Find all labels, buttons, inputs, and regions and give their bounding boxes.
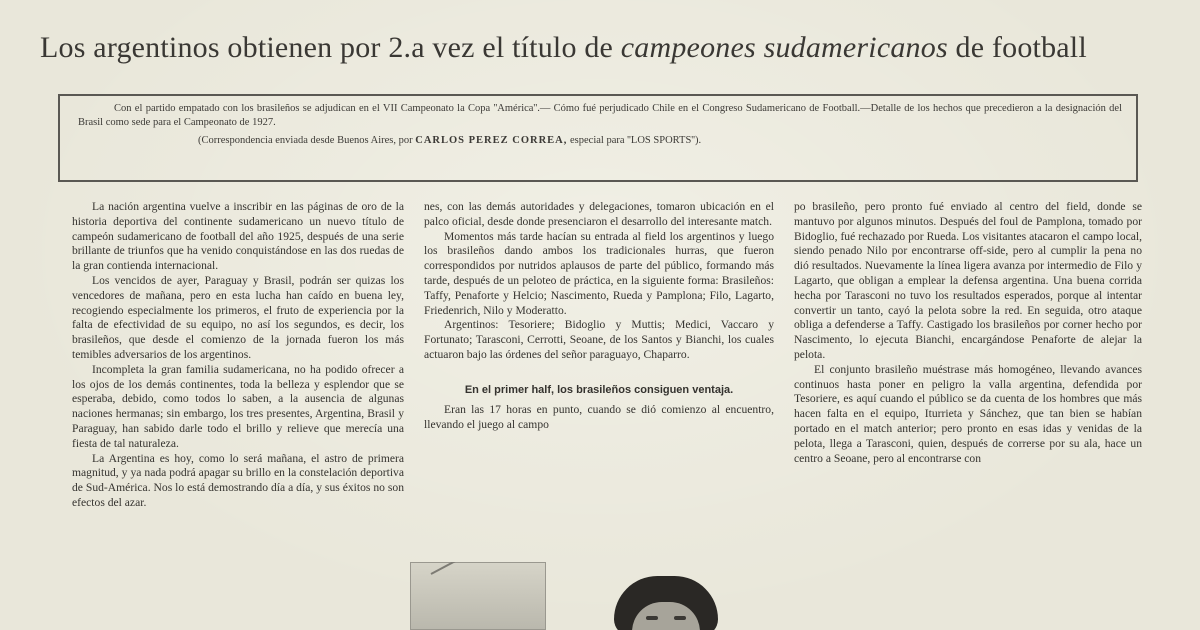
photo-left-panel bbox=[410, 562, 546, 630]
paragraph: nes, con las demás autoridades y delegaciones, tomaron ubicación en el palco oficial, desde donde presenciaron el desarrollo del interesante match. bbox=[424, 200, 774, 228]
article-column-1 bbox=[72, 200, 404, 630]
portrait-eye bbox=[674, 616, 686, 620]
headline bbox=[40, 24, 1160, 72]
paragraph: Momentos más tarde hacían su entrada al field los argentinos y luego los brasileños dando ambos los tradicionales hurras, que fueron correspondidos por nutridos aplausos de parte del público, formando más tarde, después de un peloteo de práctica, en la siguiente forma: Brasileños: Taffy, Penaforte y Helcio; Nascimento, Rueda y Pamplona; Filo, Lagarto, Friedenrich, Nilo y Moderatto. bbox=[424, 229, 774, 317]
article-column-3 bbox=[794, 200, 1142, 630]
paragraph: La Argentina es hoy, como lo será mañana, el astro de primera magnitud, y ya nada podrá apagar su brillo en la constelación deportiva de Sud-América. Nos lo está demostrando día a día, y sus éxitos no son efectos del azar. bbox=[72, 451, 404, 509]
photo-detail bbox=[431, 562, 511, 575]
paragraph: La nación argentina vuelve a inscribir en las páginas de oro de la historia deportiva del continente sudamericano un nuevo título de campeón sudamericano de football del año 1925, después de una serie brillante de triunfos que ha venido conquistándose en las dos ruedas de la gran contienda internacional. bbox=[72, 200, 404, 273]
deck-box bbox=[58, 94, 1138, 182]
article-photo bbox=[410, 562, 770, 630]
correspondence-prefix: (Correspondencia enviada desde Buenos Aires, por bbox=[198, 135, 413, 146]
paragraph: po brasileño, pero pronto fué enviado al centro del field, donde se mantuvo por algunos minutos. Después del foul de Pamplona, tomado por Bidoglio, fué rechazado por Rueda. Los visitantes atacaron el campo local, siendo penado Nilo por encontrarse off-side, pero al cumplir la pena no dió resultados. Nuevamente la línea ligera avanza por intermedio de Filo y Lagarto, que obligan a emplear la defensa argentina. Una buena corrida hecha por Tarasconi no tuvo los resultados esperados, porque al intentar convertir un tanto, cayó la pelota sobre la red. En seguida, otro ataque obliga a defenderse a Taffy. Castigado los brasileños por corner hecho por Nascimento, lo ejecuta Bianchi, encargándose Penaforte de alejar la pelota. bbox=[794, 200, 1142, 361]
correspondence-suffix: especial para ''LOS SPORTS''). bbox=[570, 135, 702, 146]
headline-part-2: campeones sudamericanos bbox=[620, 31, 948, 64]
deck-summary: Con el partido empatado con los brasileños se adjudican en el VII Campeonato la Copa ''América''.— Cómo fué perjudicado Chile en el Congreso Sudamericano de Football.—Detalle de los hechos que precedieron a la designación del Brasil como sede para el Campeonato de 1927. bbox=[78, 103, 1122, 128]
section-subhead: En el primer half, los brasileños consiguen ventaja. bbox=[464, 383, 734, 396]
portrait-figure bbox=[606, 568, 726, 630]
paragraph: Eran las 17 horas en punto, cuando se dió comienzo al encuentro, llevando el juego al campo bbox=[424, 402, 774, 431]
paragraph: Los vencidos de ayer, Paraguay y Brasil, podrán ser quizas los vencedores de mañana, pero en esta lucha han caído en buena ley, recogiendo especialmente los primeros, el fruto de experiencia por la falta de efectividad de su equipo, no así los segundos, es decir, los brasileños, que desde el comienzo de la jornada fueron los más temibles adversarios de los argentinos. bbox=[72, 273, 404, 361]
correspondence-line bbox=[78, 134, 1122, 148]
headline-part-1: Los argentinos obtienen por 2.a vez el título de bbox=[40, 31, 614, 64]
paragraph: Incompleta la gran familia sudamericana, no ha podido ofrecer a los ojos de los demás continentes, toda la belleza y esplendor que se esperaba, debido, como todos lo saben, a la ausencia de algunas naciones hermanas; sin embargo, los tres presentes, Argentina, Brasil y Paraguay, han sabido darle todo el brillo y relieve que merecía una fiesta de tal naturaleza. bbox=[72, 362, 404, 450]
portrait-eye bbox=[646, 616, 658, 620]
author-name: CARLOS PEREZ CORREA, bbox=[415, 135, 568, 146]
headline-part-3: de football bbox=[955, 31, 1087, 64]
paragraph: El conjunto brasileño muéstrase más homogéneo, llevando avances continuos hasta poner en peligro la valla argentina, defendida por Tesoriere, es aquí cuando el público se da cuenta de los hombres que más hacen falta en el equipo, Iturrieta y Sánchez, que tan bien se habían portado en el match anterior; pero pronto en esas idas y venidas de la pelota, llega a Tarasconi, quien, después de correrse por su ala, hace un centro a Seoane, pero al encontrarse con bbox=[794, 362, 1142, 465]
paragraph: Argentinos: Tesoriere; Bidoglio y Muttis; Medici, Vaccaro y Fortunato; Tarasconi, Cerrotti, Seoane, de los Santos y Bianchi, los cuales actuaron bajo las órdenes del señor paraguayo, Chaparro. bbox=[424, 318, 774, 361]
